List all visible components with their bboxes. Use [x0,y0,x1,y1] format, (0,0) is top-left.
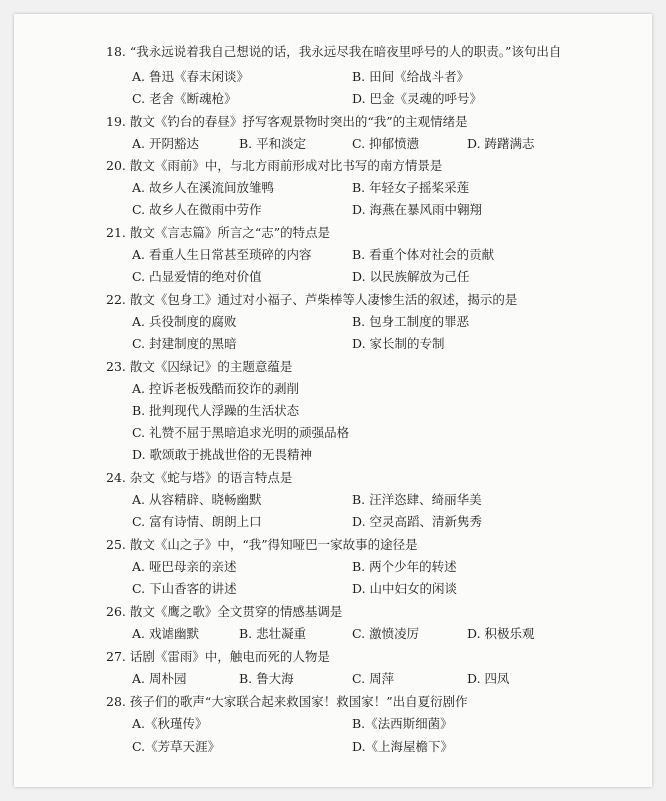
question-19-option-b: B. 平和淡定 [239,136,307,151]
question-23-option-c: C. 礼赞不屈于黑暗追求光明的顽强品格 [132,425,350,440]
exam-page [14,14,652,787]
question-23-option-b: B. 批判现代人浮躁的生活状态 [132,403,300,418]
question-21-option-c: C. 凸显爱情的绝对价值 [132,269,262,284]
question-28-option-b: B.《法西斯细菌》 [352,716,453,731]
question-18-option-b: B. 田间《给战斗者》 [352,69,470,84]
question-22-option-b: B. 包身工制度的罪恶 [352,314,470,329]
question-22-option-c: C. 封建制度的黑暗 [132,336,237,351]
question-25-option-c: C. 下山香客的讲述 [132,581,237,596]
question-28-stem: 28. 孩子们的歌声“大家联合起来救国家！救国家！”出自夏衍剧作 [106,694,468,709]
question-24-option-d: D. 空灵高蹈、清新隽秀 [352,514,483,529]
question-25-option-a: A. 哑巴母亲的亲述 [132,559,237,574]
question-23-option-d: D. 歌颂敢于挑战世俗的无畏精神 [132,447,313,462]
question-22-option-a: A. 兵役制度的腐败 [132,314,237,329]
question-24-option-c: C. 富有诗情、朗朗上口 [132,514,262,529]
question-27-option-a: A. 周朴园 [132,671,187,686]
question-20-stem: 20. 散文《雨前》中，与北方雨前形成对比书写的南方情景是 [106,158,443,173]
question-23-stem: 23. 散文《囚绿记》的主题意蕴是 [106,359,293,374]
question-22-stem: 22. 散文《包身工》通过对小福子、芦柴棒等人凄惨生活的叙述，揭示的是 [106,292,518,307]
question-20-option-d: D. 海燕在暴风雨中翱翔 [352,202,483,217]
question-21-option-a: A. 看重人生日常甚至琐碎的内容 [132,247,312,262]
question-20-option-b: B. 年轻女子摇桨采莲 [352,180,470,195]
question-28-option-a: A.《秋瑾传》 [132,716,208,731]
question-19-stem: 19. 散文《钓台的春昼》抒写客观景物时突出的“我”的主观情绪是 [106,114,468,129]
question-27-option-b: B. 鲁大海 [239,671,294,686]
question-27-option-c: C. 周萍 [352,671,395,686]
question-22-option-d: D. 家长制的专制 [352,336,445,351]
question-19-option-a: A. 开阴豁达 [132,136,199,151]
question-25-stem: 25. 散文《山之子》中，“我”得知哑巴一家故事的途径是 [106,537,418,552]
question-18-stem: 18. “我永远说着我自己想说的话，我永远尽我在暗夜里呼号的人的职责。”该句出自 [106,44,562,59]
question-24-stem: 24. 杂文《蛇与塔》的语言特点是 [106,470,293,485]
question-18-option-c: C. 老舍《断魂枪》 [132,91,237,106]
question-26-option-c: C. 激愤凌厉 [352,626,420,641]
question-27-stem: 27. 话剧《雷雨》中，触电而死的人物是 [106,649,330,664]
question-24-option-b: B. 汪洋恣肆、绮丽华美 [352,492,482,507]
question-23-option-a: A. 控诉老板残酷而狡诈的剥削 [132,381,299,396]
question-20-option-c: C. 故乡人在微雨中劳作 [132,202,262,217]
question-18-option-d: D. 巴金《灵魂的呼号》 [352,91,483,106]
question-27-option-d: D. 四凤 [467,671,510,686]
question-18-option-a: A. 鲁迅《春末闲谈》 [132,69,249,84]
question-20-option-a: A. 故乡人在溪流间放雏鸭 [132,180,274,195]
question-26-option-a: A. 戏谑幽默 [132,626,199,641]
question-19-option-d: D. 踌躇满志 [467,136,535,151]
question-24-option-a: A. 从容精辟、晓畅幽默 [132,492,262,507]
question-26-option-b: B. 悲壮凝重 [239,626,307,641]
question-21-stem: 21. 散文《言志篇》所言之“志”的特点是 [106,225,331,240]
question-28-option-c: C.《芳草天涯》 [132,739,221,754]
question-25-option-b: B. 两个少年的转述 [352,559,457,574]
question-25-option-d: D. 山中妇女的闲谈 [352,581,458,596]
question-28-option-d: D.《上海屋檐下》 [352,739,454,754]
question-26-option-d: D. 积极乐观 [467,626,535,641]
question-19-option-c: C. 抑郁愤懑 [352,136,420,151]
question-26-stem: 26. 散文《鹰之歌》全文贯穿的情感基调是 [106,604,343,619]
question-21-option-d: D. 以民族解放为己任 [352,269,470,284]
question-21-option-b: B. 看重个体对社会的贡献 [352,247,495,262]
